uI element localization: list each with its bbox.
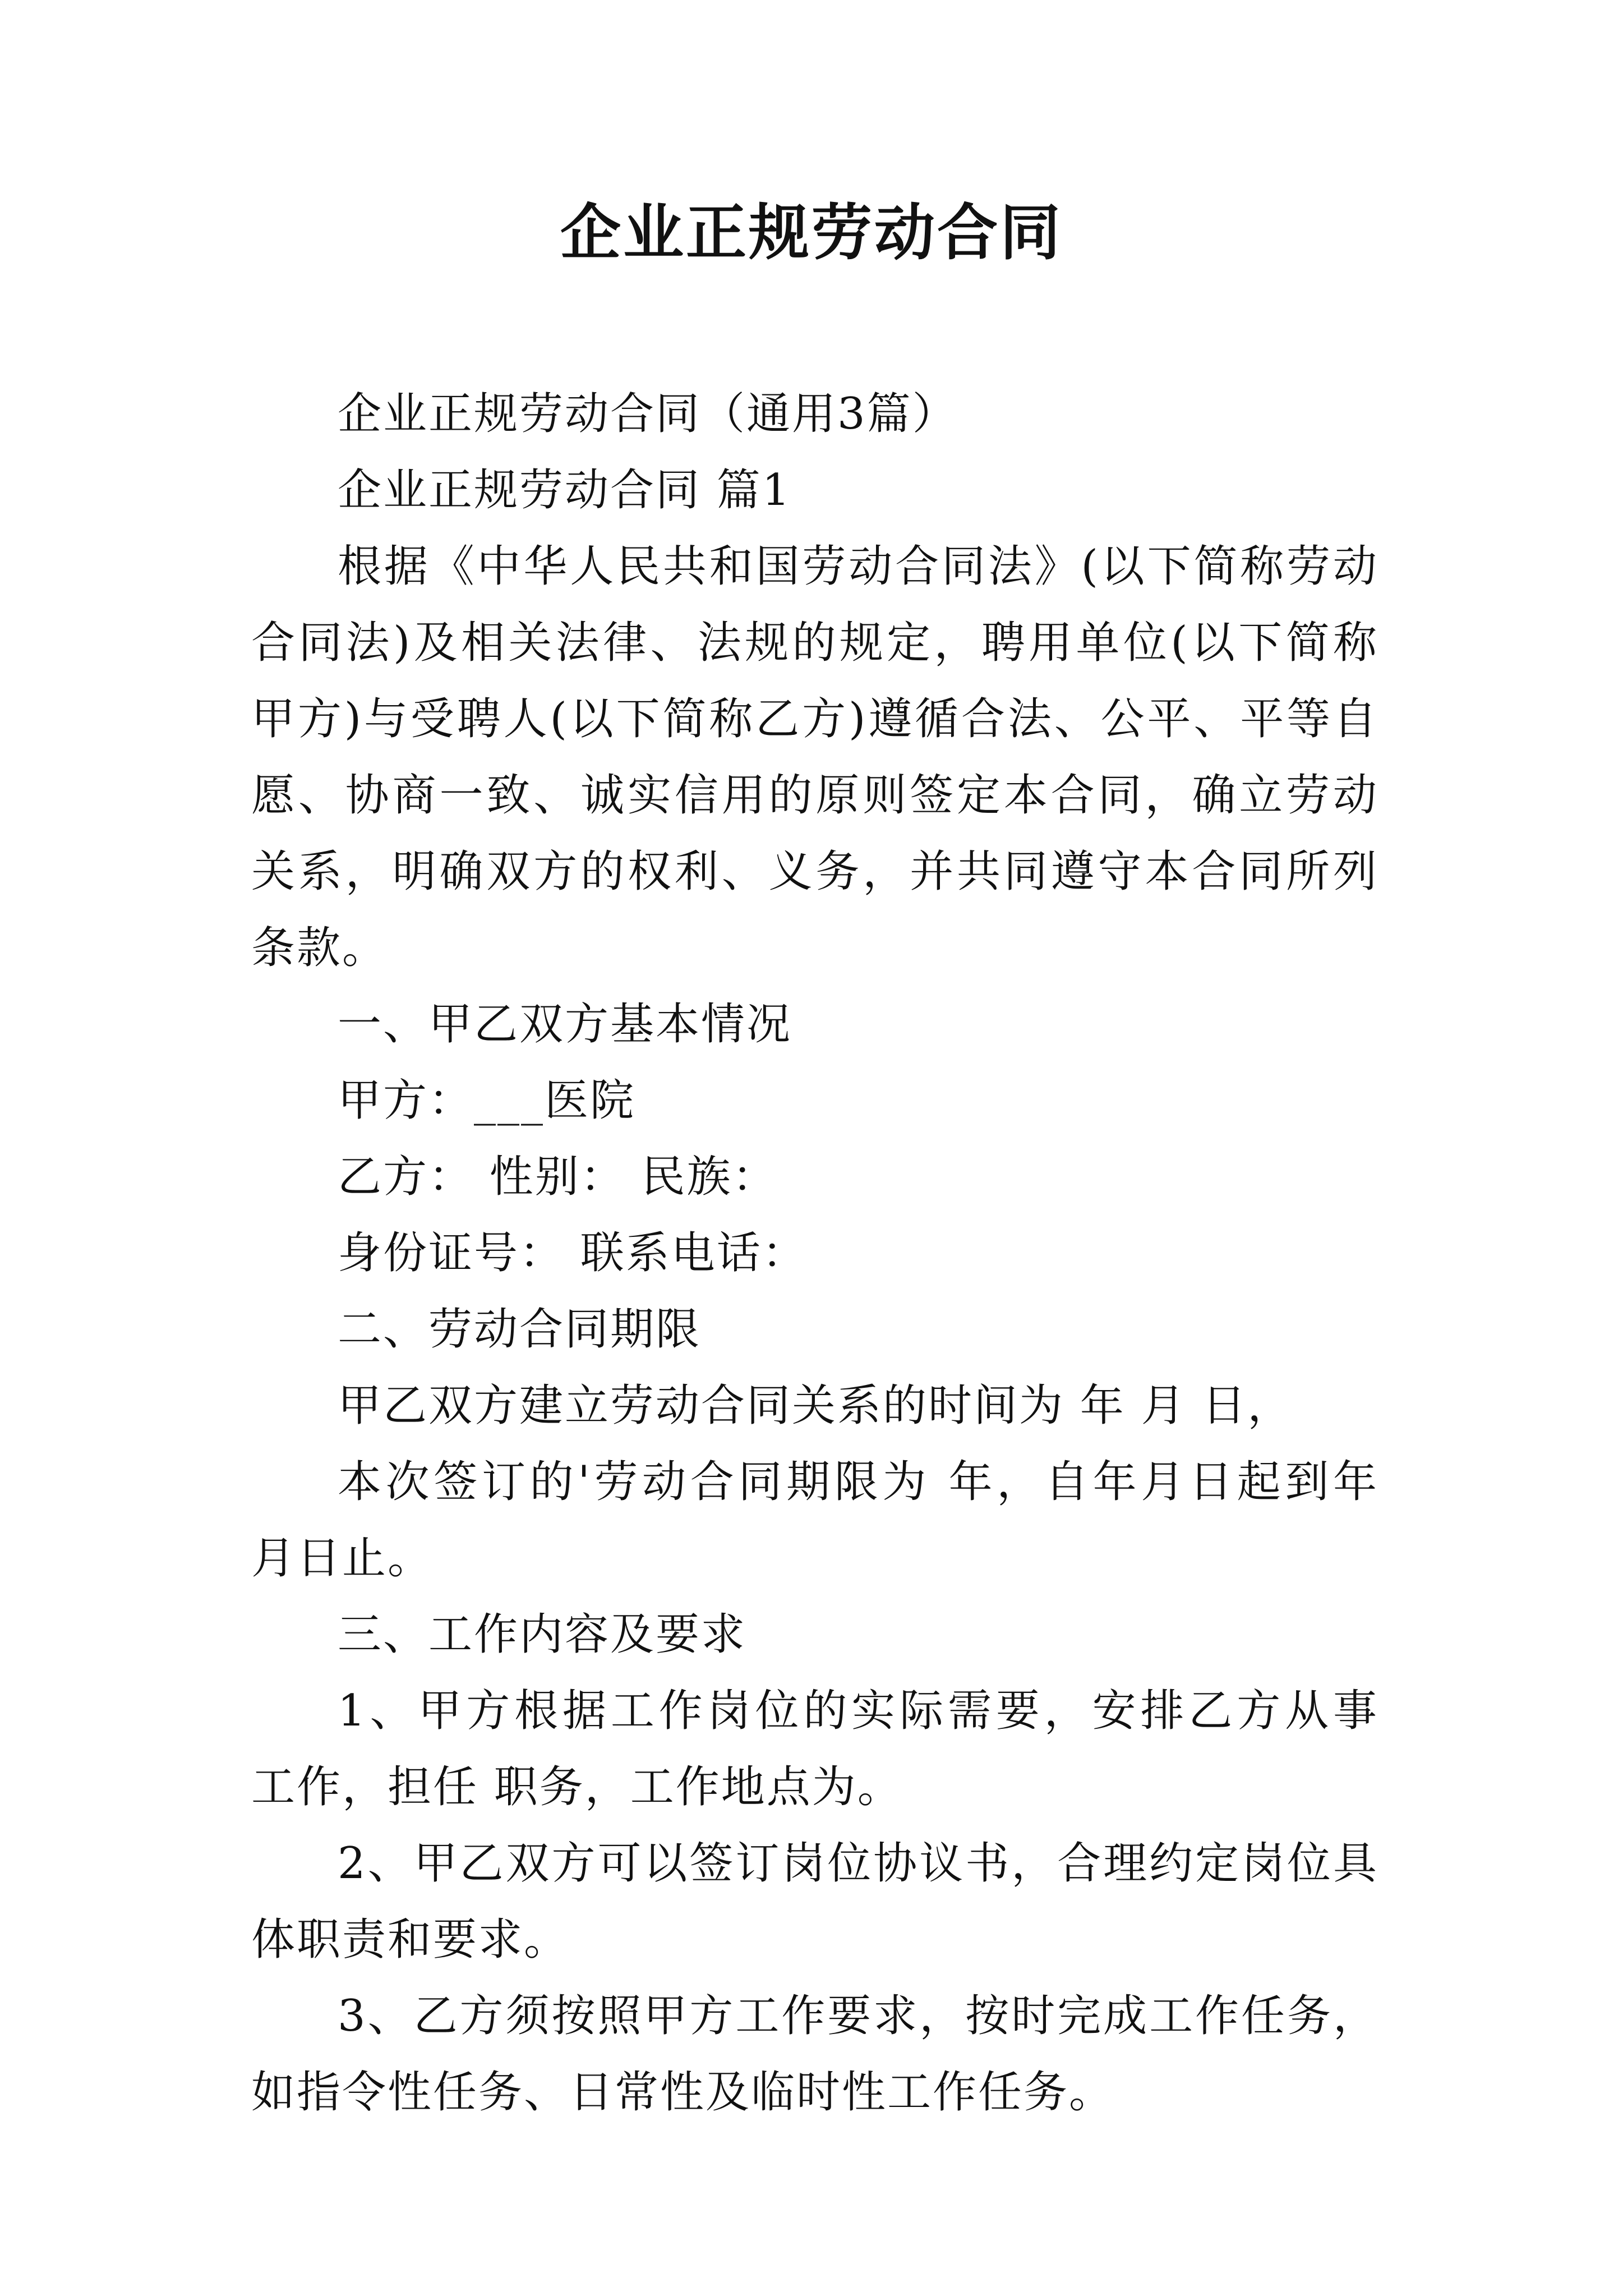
document-title: 企业正规劳动合同	[560, 197, 1063, 268]
work-clause-3: 3、乙方须按照甲方工作要求，按时完成工作任务，如指令性任务、日常性及临时性工作任务。	[251, 1991, 1378, 2118]
paragraph-preamble: 根据《中华人民共和国劳动合同法》(以下简称劳动合同法)及相关法律、法规的规定，聘用单位(以下简称甲方)与受聘人(以下简称乙方)遵循合法、公平、平等自愿、协商一致、诚实信用的原则签定本合同，确立劳动关系，明确双方的权利、义务，并共同遵守本合同所列条款。	[251, 541, 1378, 973]
paragraph-article-heading: 企业正规劳动合同 篇1	[338, 465, 792, 516]
work-clause-1: 1、甲方根据工作岗位的实际需要，安排乙方从事 工作，担任 职务，工作地点为。	[251, 1686, 1378, 1812]
id-phone-line: 身份证号： 联系电话：	[338, 1228, 808, 1278]
paragraph-collection-title: 企业正规劳动合同（通用3篇）	[338, 389, 958, 439]
term-period-line: 本次签订的'劳动合同期限为 年，自年月日起到年 月日止。	[251, 1457, 1378, 1584]
party-b-line: 乙方： 性别： 民族：	[338, 1152, 778, 1202]
section-heading-term: 二、劳动合同期限	[338, 1304, 702, 1355]
term-start-line: 甲乙双方建立劳动合同关系的时间为 年 月 日，	[338, 1381, 1293, 1431]
section-heading-parties: 一、甲乙双方基本情况	[338, 999, 792, 1050]
document-body	[251, 376, 1378, 2131]
party-a-line: 甲方：___医院	[338, 1075, 636, 1126]
work-clause-2: 2、甲乙双方可以签订岗位协议书，合理约定岗位具体职责和要求。	[251, 1838, 1378, 1965]
section-heading-work: 三、工作内容及要求	[338, 1609, 747, 1660]
